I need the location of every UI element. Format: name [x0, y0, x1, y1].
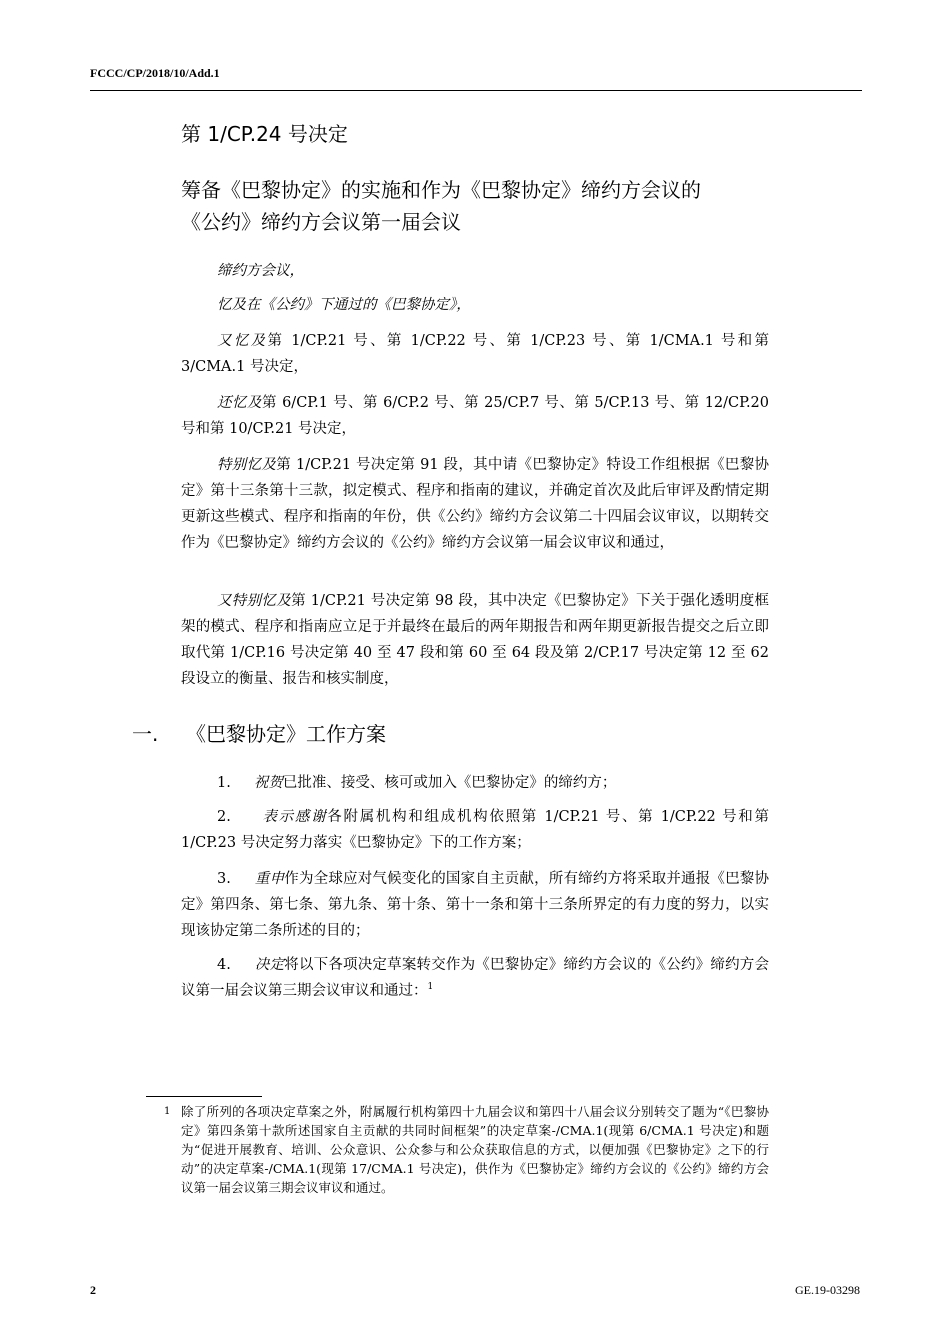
preamble-para-2 [181, 292, 769, 318]
preamble-para-2-text: 忆及在《公约》下通过的《巴黎协定》， [217, 297, 471, 313]
decision-number: 第 1/CP.24 号决定 [181, 122, 348, 146]
operative-para-2-cue: 表示感谢 [262, 809, 328, 825]
section-heading-1 [132, 718, 386, 747]
section-title: 《巴黎协定》工作方案 [186, 722, 386, 746]
document-symbol: FCCC/CP/2018/10/Add.1 [90, 66, 220, 80]
preamble-para-5 [181, 452, 769, 556]
decision-title-line-1: 筹备《巴黎协定》的实施和作为《巴黎协定》缔约方会议的 [181, 178, 701, 202]
operative-para-1 [181, 770, 769, 796]
preamble-para-3-cue: 又忆及 [217, 333, 268, 349]
operative-para-3 [181, 866, 769, 944]
operative-para-3-cue: 重申 [254, 871, 285, 887]
operative-para-2 [181, 804, 769, 856]
decision-title [181, 174, 781, 238]
header-divider [90, 90, 862, 91]
operative-para-3-text: 作为全球应对气候变化的国家自主贡献，所有缔约方将采取并通报《巴黎协定》第四条、第七条、第九条、第十条、第十一条和第十三条所界定的有力度的努力，以实现该协定第二条所述的目的； [181, 871, 770, 939]
operative-para-4-text: 将以下各项决定草案转交作为《巴黎协定》缔约方会议的《公约》缔约方会议第一届会议第三期会议审议和通过： [181, 957, 770, 999]
preamble-para-4-cue: 还忆及 [217, 395, 262, 411]
preamble-para-6-text: 第 1/CP.21 号决定第 98 段，其中决定《巴黎协定》下关于强化透明度框架的模式、程序和指南应立足于并最终在最后的两年期报告和两年期更新报告提交之后立即取代第 1/CP.16 号决定第 40 至 47 段和第 60 至 64 段及第 2/CP.17 号决定第 12 至 62 段设立的衡量、报告和核实制度， [181, 593, 770, 687]
footnote-reference[interactable]: 1 [427, 982, 434, 993]
preamble-para-6-cue: 又特别忆及 [217, 593, 292, 609]
footnote-mark: 1 [164, 1106, 171, 1117]
operative-para-2-num: 2. [217, 809, 231, 825]
decision-title-line-2: 《公约》缔约方会议第一届会议 [181, 210, 461, 234]
preamble-para-5-cue: 特别忆及 [217, 457, 277, 473]
preamble-para-3 [181, 328, 769, 380]
operative-para-4 [181, 952, 769, 1004]
preamble-para-1 [181, 258, 769, 284]
operative-para-1-cue: 祝贺 [253, 775, 283, 791]
operative-para-2-text: 各附属机构和组成机构依照第 1/CP.21 号、第 1/CP.22 号和第 1/CP.23 号决定努力落实《巴黎协定》下的工作方案； [181, 809, 770, 851]
footnote-text: 除了所列的各项决定草案之外，附属履行机构第四十九届会议和第四十八届会议分别转交了题为“《巴黎协定》第四条第十款所述国家自主贡献的共同时间框架”的决定草案-/CMA.1(现第 6/CMA.1 号决定)和题为“促进开展教育、培训、公众意识、公众参与和公众获取信息的方式，以便加强《巴黎协定》之下的行动”的决定草案-/CMA.1(现第 17/CMA.1 号决定)，供作为《巴黎协定》缔约方会议的《公约》缔约方会议第一届会议第三期会议审议和通过。 [181, 1104, 769, 1195]
operative-para-3-num: 3. [217, 871, 231, 887]
preamble-para-6 [181, 588, 769, 692]
preamble-para-3-text: 第 1/CP.21 号、第 1/CP.22 号、第 1/CP.23 号、第 1/CMA.1 号和第 3/CMA.1 号决定， [181, 333, 769, 375]
section-number: 一. [132, 722, 159, 746]
preamble-para-4 [181, 390, 769, 442]
preamble-para-1-text: 缔约方会议， [217, 263, 304, 279]
job-number: GE.19-03298 [795, 1283, 860, 1297]
preamble-para-5-text: 第 1/CP.21 号决定第 91 段，其中请《巴黎协定》特设工作组根据《巴黎协定》第十三条第十三款，拟定模式、程序和指南的建议，并确定首次及此后审评及酌情定期更新这些模式、程序和指南的年份，供《公约》缔约方会议第二十四届会议审议，以期转交作为《巴黎协定》缔约方会议的《公约》缔约方会议第一届会议审议和通过， [181, 457, 770, 551]
operative-para-4-num: 4. [217, 957, 231, 973]
footnote [164, 1102, 769, 1197]
operative-para-4-cue: 决定 [254, 957, 285, 973]
operative-para-1-text: 已批准、接受、核可或加入《巴黎协定》的缔约方； [282, 775, 617, 791]
operative-para-1-num: 1. [217, 775, 231, 791]
footnote-separator [146, 1096, 262, 1097]
page-number: 2 [90, 1283, 96, 1297]
preamble-para-4-text: 第 6/CP.1 号、第 6/CP.2 号、第 25/CP.7 号、第 5/CP.13 号、第 12/CP.20 号和第 10/CP.21 号决定， [181, 395, 770, 437]
